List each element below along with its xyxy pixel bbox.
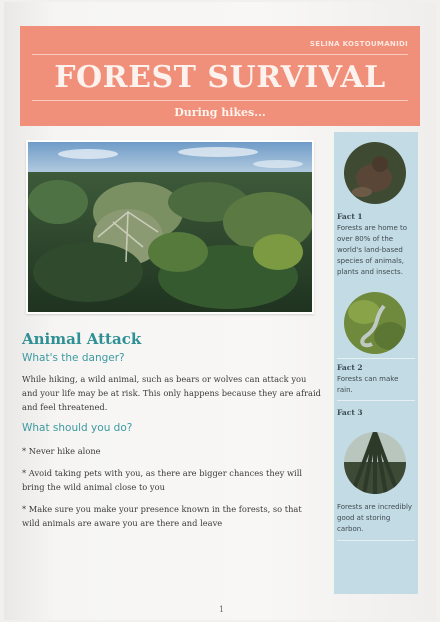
fact-1-text: Forests are home to over 80% of the world's land-based species of animals, plants and insects.	[337, 224, 407, 276]
page	[4, 2, 436, 620]
fact-1-label: Fact 1	[337, 212, 363, 221]
fact-divider	[337, 540, 415, 541]
page-subtitle: During hikes...	[174, 106, 266, 119]
tip-item: * Never hike alone	[22, 446, 101, 456]
fact-3-text: Forests are incredibly good at storing carbon.	[337, 503, 413, 533]
header-divider-bottom	[32, 100, 408, 101]
author-name: SELINA KOSTOUMANIDI	[309, 40, 408, 48]
danger-heading: What's the danger?	[22, 352, 125, 364]
fact-3-image	[344, 432, 406, 494]
fact-2-label: Fact 2	[337, 363, 363, 372]
fact-1-image	[344, 142, 406, 204]
header-divider-top	[32, 54, 408, 55]
tip-item: * Avoid taking pets with you, as there are bigger chances they will bring the wild animal close to you	[22, 468, 303, 492]
todo-heading: What should you do?	[22, 422, 133, 434]
section-heading: Animal Attack	[22, 330, 142, 348]
page-number: 1	[219, 605, 225, 614]
tip-item: * Make sure you make your presence known in the forests, so that wild animals are aware you are there and leave	[22, 504, 302, 528]
fact-divider	[337, 358, 415, 359]
header-banner	[20, 26, 420, 126]
fact-2-image	[344, 292, 406, 354]
facts-sidebar	[334, 132, 418, 594]
danger-text: While hiking, a wild animal, such as bears or wolves can attack you and your life may be at risk. This only happens because they are afraid and feel threatened.	[22, 374, 321, 412]
fact-divider	[337, 400, 415, 401]
page-title: FOREST SURVIVAL	[54, 60, 386, 95]
forest-photo	[26, 140, 314, 314]
fact-3-label: Fact 3	[337, 408, 363, 417]
fact-2-text: Forests can make rain.	[337, 375, 399, 394]
